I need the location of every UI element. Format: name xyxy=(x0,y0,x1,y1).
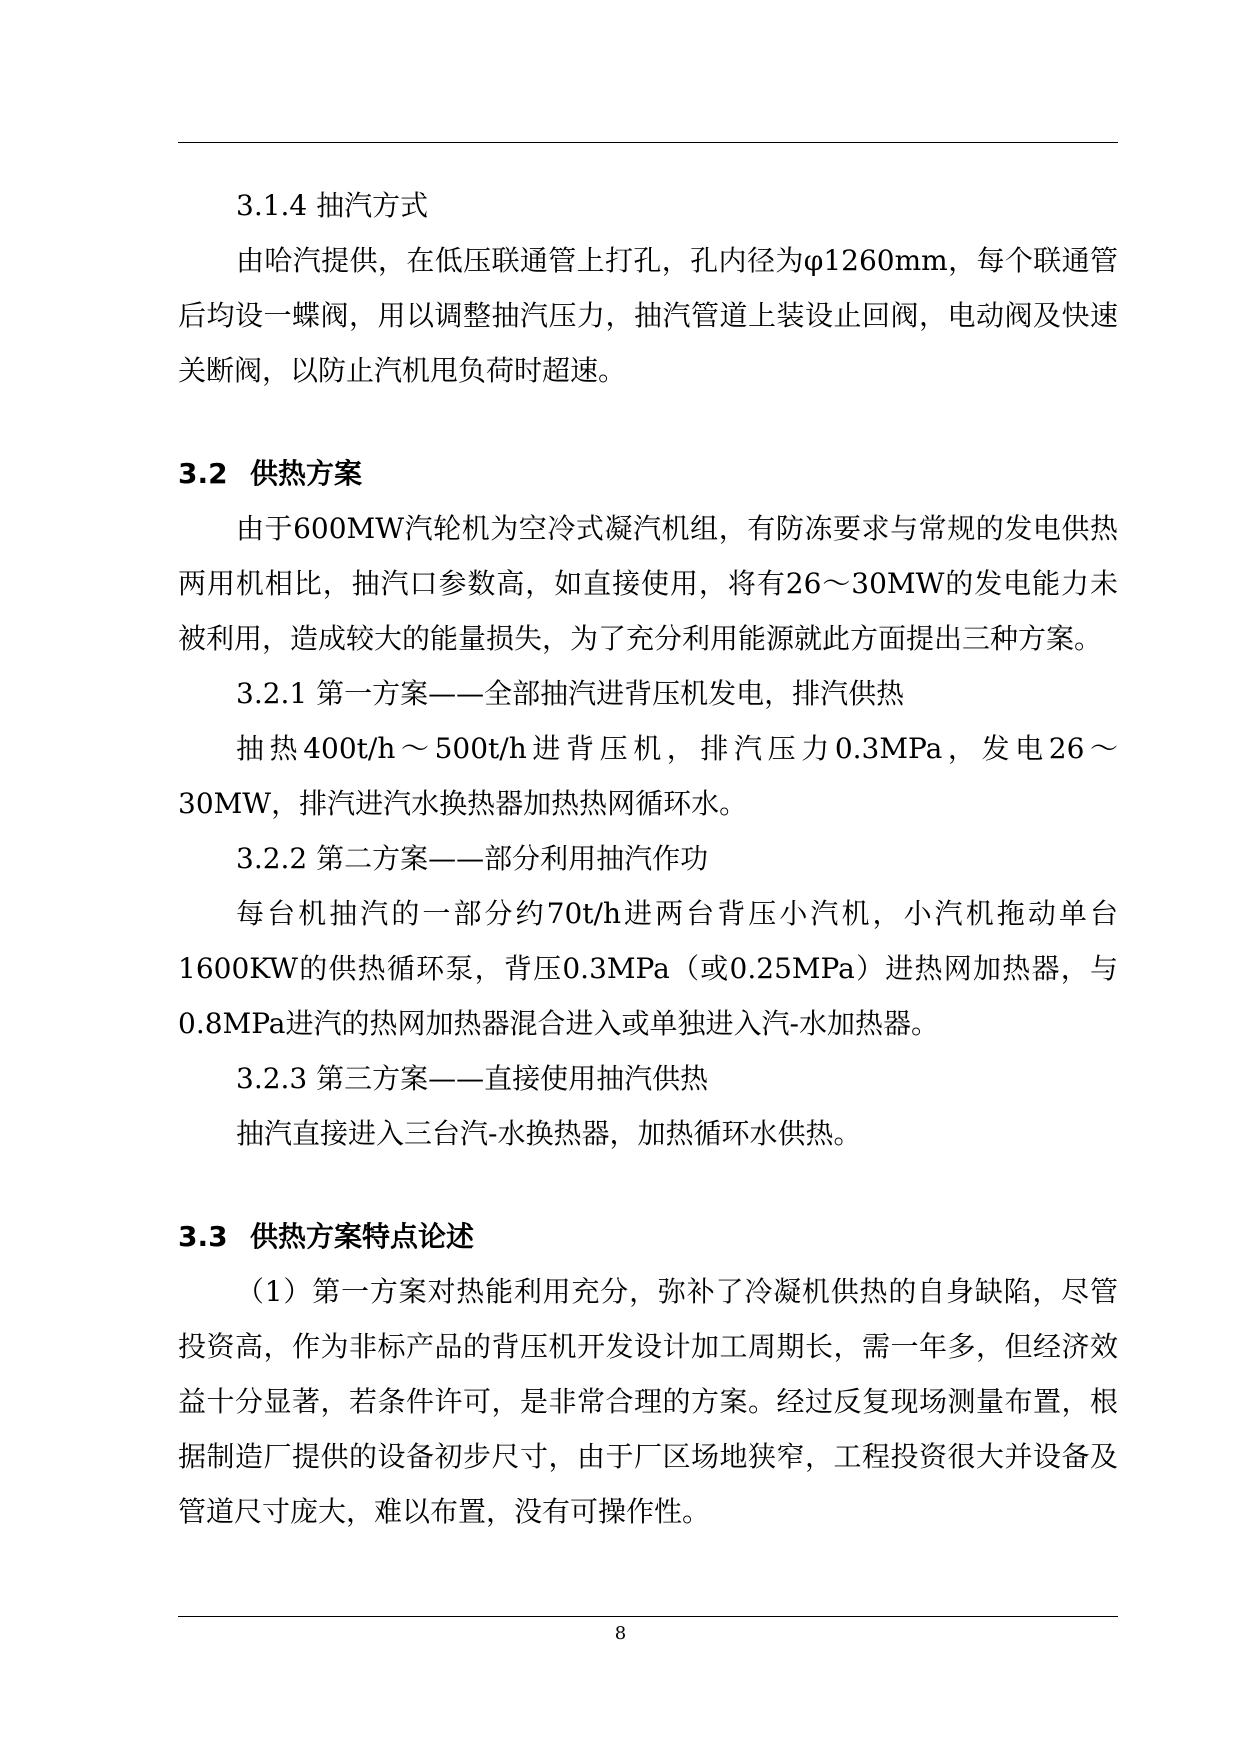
footer-rule xyxy=(178,1616,1118,1617)
subsection-title-3-2-3: 3.2.3 第三方案——直接使用抽汽供热 xyxy=(236,1062,709,1095)
subsection-title-3-2-2: 3.2.2 第二方案——部分利用抽汽作功 xyxy=(236,842,709,875)
subsection-title-3-1-4: 3.1.4 抽汽方式 xyxy=(236,189,429,222)
header-rule xyxy=(178,142,1118,143)
paragraph-3-2: 由于600MW汽轮机为空冷式凝汽机组，有防冻要求与常规的发电供热两用机相比，抽汽口参数高，如直接使用，将有26～30MW的发电能力未被利用，造成较大的能量损失，为了充分利用能源就此方面提出三种方案。 xyxy=(178,512,1118,655)
paragraph-3-2-2: 每台机抽汽的一部分约70t/h进两台背压小汽机，小汽机拖动单台1600KW的供热循环泵，背压0.3MPa（或0.25MPa）进热网加热器，与0.8MPa进汽的热网加热器混合进入或单独进入汽-水加热器。 xyxy=(178,897,1118,1040)
paragraph-3-3: （1）第一方案对热能利用充分，弥补了冷凝机供热的自身缺陷，尽管投资高，作为非标产品的背压机开发设计加工周期长，需一年多，但经济效益十分显著，若条件许可，是非常合理的方案。经过反复现场测量布置，根据制造厂提供的设备初步尺寸，由于厂区场地狭窄，工程投资很大并设备及管道尺寸庞大，难以布置，没有可操作性。 xyxy=(178,1275,1118,1528)
paragraph-3-2-1: 抽热400t/h～500t/h进背压机，排汽压力0.3MPa，发电26～30MW，排汽进汽水换热器加热热网循环水。 xyxy=(178,732,1118,820)
section-title-3-3: 供热方案特点论述 xyxy=(250,1220,475,1253)
section-heading-3-2 xyxy=(178,446,1118,501)
subsection-title-3-2-1: 3.2.1 第一方案——全部抽汽进背压机发电，排汽供热 xyxy=(236,677,905,710)
section-number-3-2: 3.2 xyxy=(178,457,228,490)
paragraph-3-1-4: 由哈汽提供，在低压联通管上打孔，孔内径为φ1260mm，每个联通管后均设一蝶阀，用以调整抽汽压力，抽汽管道上装设止回阀，电动阀及快速关断阀，以防止汽机甩负荷时超速。 xyxy=(178,244,1118,387)
section-number-3-3: 3.3 xyxy=(178,1220,228,1253)
page-number: 8 xyxy=(614,1623,627,1644)
section-heading-3-3 xyxy=(178,1209,1118,1264)
paragraph-3-2-3: 抽汽直接进入三台汽-水换热器，加热循环水供热。 xyxy=(236,1117,862,1150)
section-title-3-2: 供热方案 xyxy=(250,457,363,490)
page-body xyxy=(178,178,1118,1539)
